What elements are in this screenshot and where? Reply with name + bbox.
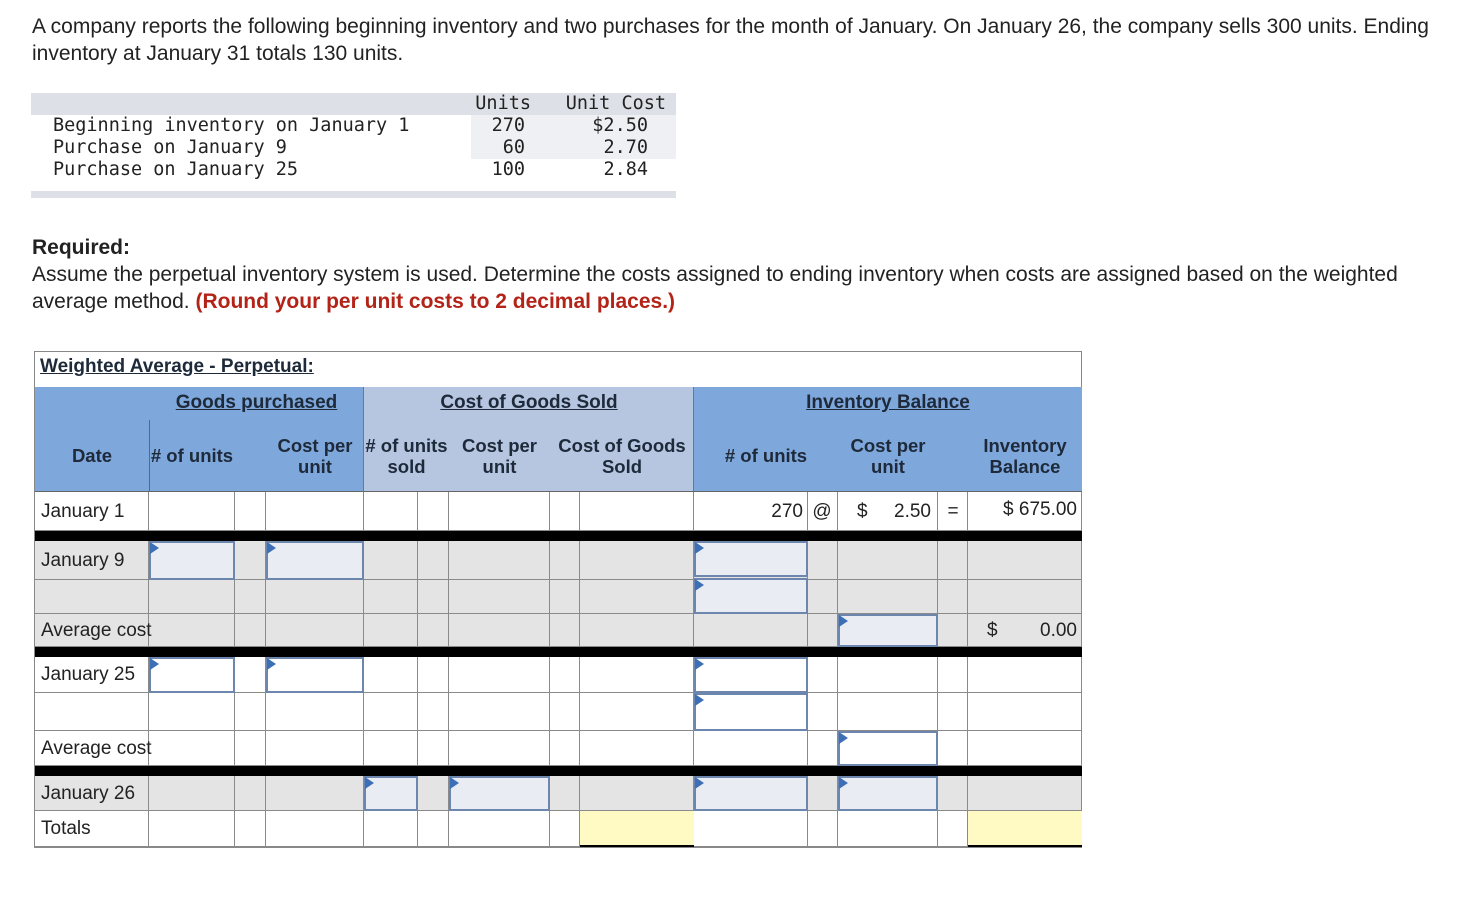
row-jan9-b-cell [449, 580, 550, 614]
row-average-cost-cell [235, 731, 266, 766]
row-jan25-b-cell [418, 693, 449, 731]
dollar-sign: $ [987, 619, 998, 641]
row-totals-cell [235, 811, 266, 847]
row-jan26-cell [418, 776, 449, 811]
row-jan9-cell [418, 541, 449, 580]
row-jan25-b-cell [938, 693, 968, 731]
row-average-cost-cell [364, 731, 418, 766]
row-jan9-b-cell [418, 580, 449, 614]
row-jan25-cell [838, 657, 938, 693]
row-average-cost-cell [694, 614, 808, 647]
row-jan9-cell [449, 541, 550, 580]
row-totals-cell [149, 811, 235, 847]
row-jan25-cell [364, 657, 418, 693]
avg-cost-per-unit-2-input[interactable] [838, 731, 938, 766]
row-jan26-cell [266, 776, 364, 811]
row-jan25-b-cell [364, 693, 418, 731]
row-average-cost-cell [580, 614, 694, 647]
dollar-sign: $ [857, 500, 868, 522]
given-col-cost: Unit Cost [565, 93, 666, 114]
row-jan9-b-cell [580, 580, 694, 614]
row-jan25-b-cell [838, 693, 938, 731]
row-average-cost-cell [418, 731, 449, 766]
row-jan1-cell [580, 492, 694, 531]
group-goods-purchased: Goods purchased [175, 392, 338, 413]
row-average-cost-cell [266, 614, 364, 647]
given-row-cost: $2.50 [592, 115, 648, 136]
row-jan1-cell [550, 492, 580, 531]
row-jan25-cell [968, 657, 1082, 693]
row-jan25-b-cell [968, 693, 1082, 731]
row-totals-cell [938, 811, 968, 847]
row-label-average-cost: Average cost [41, 737, 152, 759]
row-jan1-cell [449, 492, 550, 531]
row-jan26-cell [235, 776, 266, 811]
row-jan25-cell [418, 657, 449, 693]
row-average-cost-cell [418, 614, 449, 647]
row-jan9-b-cell [808, 580, 838, 614]
row-average-cost-cell [364, 614, 418, 647]
given-col-units: Units [475, 93, 531, 114]
row-jan9-cell [364, 541, 418, 580]
col-cogs-total: Cost of Goods Sold [558, 434, 686, 477]
row-jan26-cell [808, 776, 838, 811]
given-row-label: Beginning inventory on January 1 [53, 115, 410, 136]
row-average-cost-cell [580, 731, 694, 766]
jan26-units-sold-input[interactable] [364, 776, 418, 811]
given-row-units: 270 [491, 115, 525, 136]
jan26-inv-units-input[interactable] [694, 776, 808, 811]
given-row-units: 100 [491, 159, 525, 180]
at-symbol: @ [812, 500, 832, 522]
given-data-table [31, 93, 676, 198]
total-inventory-cell [968, 811, 1082, 847]
jan9-inv-units-2-input[interactable] [694, 578, 808, 614]
row-jan25-b-cell [235, 693, 266, 731]
row-jan25-b-cell [808, 693, 838, 731]
row-average-cost-cell [808, 731, 838, 766]
row-totals-cell [808, 811, 838, 847]
required-title: Required: [32, 236, 131, 259]
jan25-inv-units-input[interactable] [694, 657, 808, 693]
col-inv-cost: Cost per unit [850, 434, 926, 477]
jan26-inv-cost-input[interactable] [838, 776, 938, 811]
row-label-jan25: January 25 [41, 664, 136, 685]
problem-intro: A company reports the following beginning inventory and two purchases for the month of January. On January 26, the company sells 300 units. Ending inventory at January 31 totals 130 units. [32, 15, 1429, 65]
row-jan26-cell [580, 776, 694, 811]
row-average-cost-cell [938, 731, 968, 766]
avg-cost-inventory-balance: 0.00 [1040, 619, 1077, 641]
row-totals-cell [266, 811, 364, 847]
row-average-cost-cell [449, 614, 550, 647]
col-inv-balance: Inventory Balance [983, 434, 1067, 477]
row-separator [35, 766, 1082, 776]
col-date: Date [71, 445, 113, 466]
group-cost-of-goods-sold: Cost of Goods Sold [440, 392, 618, 413]
row-jan1-cell [266, 492, 364, 531]
row-average-cost-cell [550, 731, 580, 766]
weighted-average-worksheet [34, 351, 1082, 848]
row-jan9-cell [580, 541, 694, 580]
row-jan9-cell [968, 541, 1082, 580]
row-jan25-cell [938, 657, 968, 693]
jan25-inv-units-2-input[interactable] [694, 693, 808, 731]
row-jan1-cell [149, 492, 235, 531]
total-cogs-cell [580, 811, 694, 847]
row-jan1-cell [418, 492, 449, 531]
rounding-note: (Round your per unit costs to 2 decimal places.) [195, 290, 676, 313]
row-average-cost-cell [235, 614, 266, 647]
row-label-jan26: January 26 [41, 782, 136, 804]
col-cogs-cost: Cost per unit [461, 434, 538, 477]
col-inv-units: # of units [724, 445, 808, 466]
row-jan25-b-cell [550, 693, 580, 731]
row-jan9-b-cell [938, 580, 968, 614]
row-jan25-cell [550, 657, 580, 693]
jan26-cogs-cost-input[interactable] [449, 776, 550, 811]
given-row-cost: 2.70 [603, 137, 648, 158]
row-jan25-cell [580, 657, 694, 693]
col-goods-units: # of units [150, 445, 234, 466]
row-jan26-cell [550, 776, 580, 811]
row-jan9-b-cell [149, 580, 235, 614]
row-jan9-cell [938, 541, 968, 580]
col-cogs-units: # of units sold [365, 434, 448, 477]
row-jan25-b-cell [35, 693, 149, 731]
row-average-cost-cell [808, 614, 838, 647]
col-goods-cost: Cost per unit [277, 434, 353, 477]
row-jan25-cell [235, 657, 266, 693]
row-jan26-cell [149, 776, 235, 811]
row-jan9-b-cell [35, 580, 149, 614]
row-totals-cell [418, 811, 449, 847]
row-jan1-cell [235, 492, 266, 531]
row-jan25-cell [449, 657, 550, 693]
row-label-jan9: January 9 [41, 549, 125, 571]
row-average-cost-cell [266, 731, 364, 766]
jan1-inv-balance: $ 675.00 [1003, 499, 1077, 520]
row-label-average-cost: Average cost [41, 619, 152, 641]
row-totals-cell [694, 811, 808, 847]
row-totals-cell [838, 811, 938, 847]
row-separator [35, 647, 1082, 657]
jan9-goods-units-input[interactable] [149, 541, 235, 580]
jan9-inv-units-input[interactable] [694, 541, 808, 577]
row-jan26-cell [938, 776, 968, 811]
jan25-goods-cost-input[interactable] [266, 657, 364, 693]
row-jan25-cell [808, 657, 838, 693]
jan1-inv-cost: 2.50 [894, 500, 931, 522]
given-row-label: Purchase on January 9 [53, 137, 287, 158]
row-jan9-cell [808, 541, 838, 580]
row-label-totals: Totals [41, 818, 91, 839]
row-average-cost-cell [938, 614, 968, 647]
required-text [32, 261, 1442, 315]
given-row-units: 60 [502, 137, 525, 158]
row-jan9-b-cell [364, 580, 418, 614]
row-average-cost-cell [550, 614, 580, 647]
row-jan1-cell [364, 492, 418, 531]
row-totals-cell [364, 811, 418, 847]
row-totals-cell [550, 811, 580, 847]
jan9-goods-cost-input[interactable] [266, 541, 364, 580]
row-jan9-b-cell [550, 580, 580, 614]
group-inventory-balance: Inventory Balance [806, 392, 970, 413]
row-average-cost-cell [449, 731, 550, 766]
jan1-inv-units: 270 [771, 500, 803, 522]
row-totals-cell [449, 811, 550, 847]
required-body: Assume the perpetual inventory system is used. Determine the costs assigned to ending inventory when costs are assigned based on the weighted average method. [32, 263, 1398, 313]
row-jan26-cell [968, 776, 1082, 811]
row-jan9-cell [838, 541, 938, 580]
row-label-jan1: January 1 [41, 500, 125, 522]
row-jan25-b-cell [266, 693, 364, 731]
worksheet-title: Weighted Average - Perpetual: [40, 356, 314, 377]
equals-symbol: = [947, 500, 959, 522]
row-separator [35, 531, 1082, 541]
row-jan9-cell [235, 541, 266, 580]
avg-cost-per-unit-input[interactable] [838, 614, 938, 647]
row-jan9-b-cell [838, 580, 938, 614]
row-average-cost-cell [694, 731, 808, 766]
row-jan25-b-cell [580, 693, 694, 731]
row-jan25-b-cell [449, 693, 550, 731]
row-jan9-b-cell [235, 580, 266, 614]
row-jan25-b-cell [149, 693, 235, 731]
jan25-goods-units-input[interactable] [149, 657, 235, 693]
given-row-label: Purchase on January 25 [53, 159, 299, 180]
row-jan9-b-cell [968, 580, 1082, 614]
given-row-cost: 2.84 [603, 159, 648, 180]
row-jan9-cell [550, 541, 580, 580]
row-average-cost-cell [968, 731, 1082, 766]
row-jan9-b-cell [266, 580, 364, 614]
